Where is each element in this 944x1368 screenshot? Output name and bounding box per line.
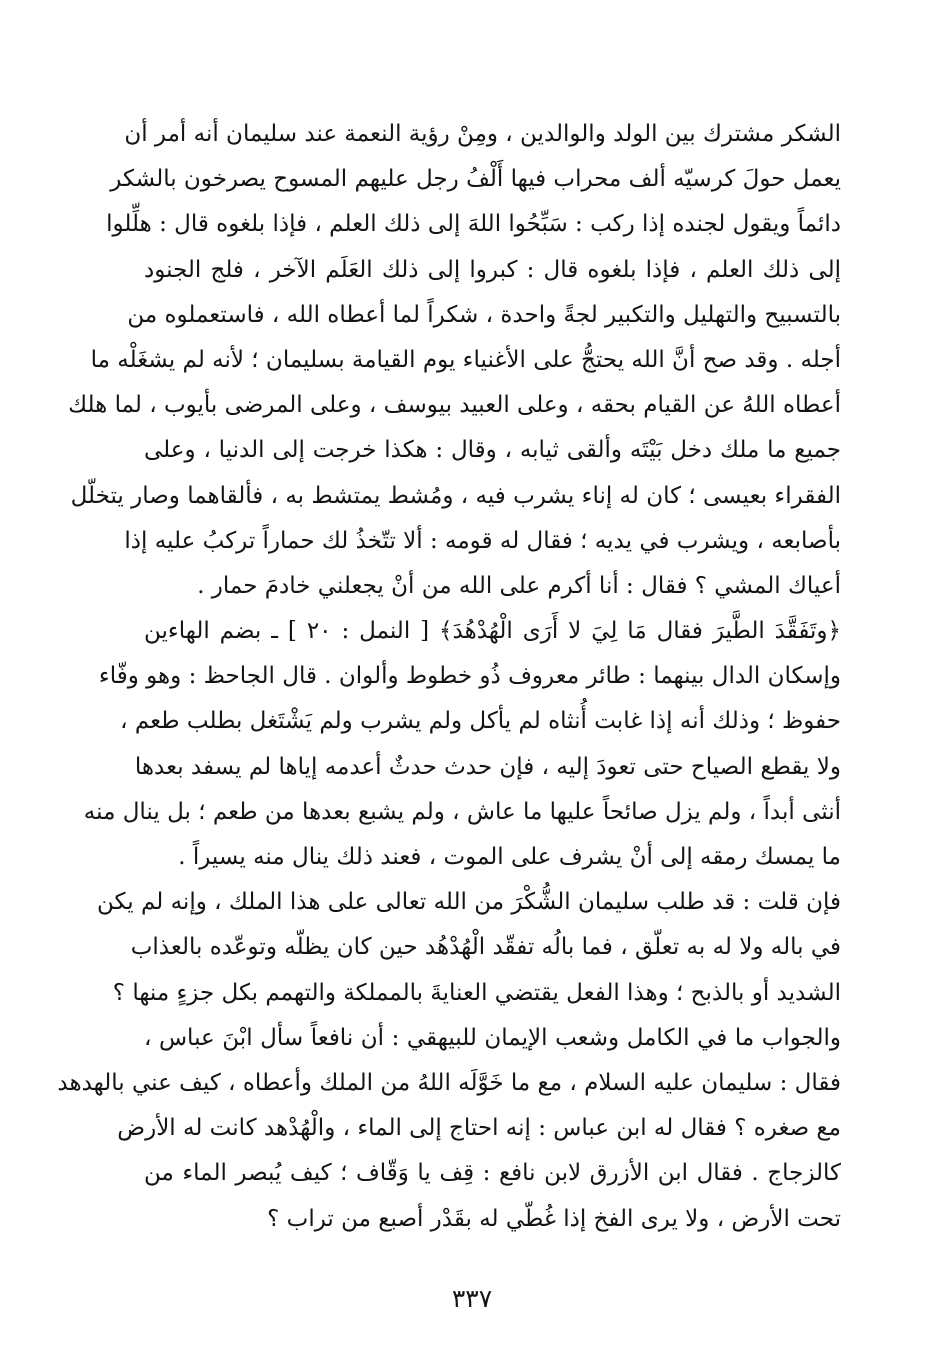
text-line: الشديد أو بالذبح ؛ وهذا الفعل يقتضي العنايةَ بالمملكة والتهمم بكل جزءٍ منها ؟ — [112, 979, 841, 1006]
text-line: بأصابعه ، ويشرب في يديه ؛ فقال له قومه : ألا تتّخذُ لك حماراً تركبُ عليه إذا — [124, 527, 841, 554]
text-line: أجله . وقد صح أنَّ الله يحتجُّ على الأغنياء يوم القيامة بسليمان ؛ لأنه لم يشغَلْه ما — [90, 346, 841, 373]
text-line: ﴿وتَفَقَّدَ الطَّيرَ فقال مَا لِيَ لا أَرَى الْهُدْهُدَ﴾ [ النمل : ٢٠ ] ـ بضم الهاءين — [144, 618, 841, 645]
paragraph-1 — [68, 112, 841, 609]
text-line: إلى ذلك العلم ، فإذا بلغوه قال : كبروا إلى ذلك العَلَم الآخر ، فلج الجنود — [144, 256, 841, 283]
paragraph-2 — [83, 609, 841, 880]
text-line: ما يمسك رمقه إلى أنْ يشرف على الموت ، فعند ذلك ينال منه يسيراً . — [178, 844, 841, 870]
text-line: يعمل حولَ كرسيّه ألف محراب فيها أَلْفُ رجل عليهم المسوح يصرخون بالشكر — [110, 166, 841, 193]
text-line: فإن قلت : قد طلب سليمان الشُّكْرَ من الله تعالى على هذا الملك ، وإنه لم يكن — [97, 889, 841, 916]
text-line: في باله ولا له به تعلّق ، فما بالُه تفقّد الْهُدْهُد حين كان يظلّه وتوعّده بالعذاب — [130, 934, 841, 961]
text-line: فقال : سليمان عليه السلام ، مع ما خَوَّلَه اللهُ من الملك وأعطاه ، كيف عني بالهدهد — [57, 1069, 841, 1096]
text-line: كالزجاج . فقال ابن الأزرق لابن نافع : قِف يا وَقّاف ؛ كيف يُبصر الماء من — [144, 1160, 841, 1187]
text-line: أنثى أبداً ، ولم يزل صائحاً عليها ما عاش ، ولم يشبع بعدها من طعم ؛ بل ينال منه — [83, 798, 841, 825]
text-line: وإسكان الدال بينهما : طائر معروف ذُو خطوط وألوان . قال الجاحظ : وهو وفّاء — [98, 663, 841, 690]
text-line: الفقراء بعيسى ؛ كان له إناء يشرب فيه ، ومُشط يمتشط به ، فألقاهما وصار يتخلّل — [70, 482, 841, 509]
text-line: بالتسبيح والتهليل والتكبير لجةً واحدة ، شكراً لما أعطاه الله ، فاستعملوه من — [127, 301, 841, 328]
text-line: حفوظ ؛ وذلك أنه إذا غابت أُنثاه لم يأكل ولم يشرب ولم يَشْتَغل بطلب طعم ، — [120, 708, 841, 735]
text-line: أعطاه اللهُ عن القيام بحقه ، وعلى العبيد بيوسف ، وعلى المرضى بأيوب ، لما هلك — [68, 392, 841, 419]
page-body-text — [57, 112, 841, 1242]
text-line: مع صغره ؟ فقال له ابن عباس : إنه احتاج إلى الماء ، والْهُدْهد كانت له الأرض — [117, 1115, 841, 1142]
page-number: ٣٣٧ — [451, 1284, 493, 1313]
text-line: دائماً ويقول لجنده إذا ركب : سَبِّحُوا اللهَ إلى ذلك العلم ، فإذا بلغوه قال : هلِّلوا — [106, 211, 841, 238]
paragraph-4 — [57, 1016, 841, 1242]
text-line: الشكر مشترك بين الولد والوالدين ، ومِنْ رؤية النعمة عند سليمان أنه أمر أن — [124, 121, 841, 147]
text-line: تحت الأرض ، ولا يرى الفخ إذا غُطّي له بقَدْر أصبع من تراب ؟ — [267, 1205, 841, 1232]
paragraph-3 — [97, 880, 841, 1016]
text-line: أعياك المشي ؟ فقال : أنا أكرم على الله من أنْ يجعلني خادمَ حمار . — [197, 572, 841, 599]
text-line: ولا يقطع الصياح حتى تعودَ إليه ، فإن حدث حدثٌ أعدمه إياها لم يسفد بعدها — [134, 753, 841, 780]
text-line: والجواب ما في الكامل وشعب الإيمان للبيهقي : أن نافعاً سأل ابْنَ عباس ، — [144, 1024, 841, 1051]
text-line: جميع ما ملك دخل بَيْتَه وألقى ثيابه ، وقال : هكذا خرجت إلى الدنيا ، وعلى — [144, 437, 841, 464]
